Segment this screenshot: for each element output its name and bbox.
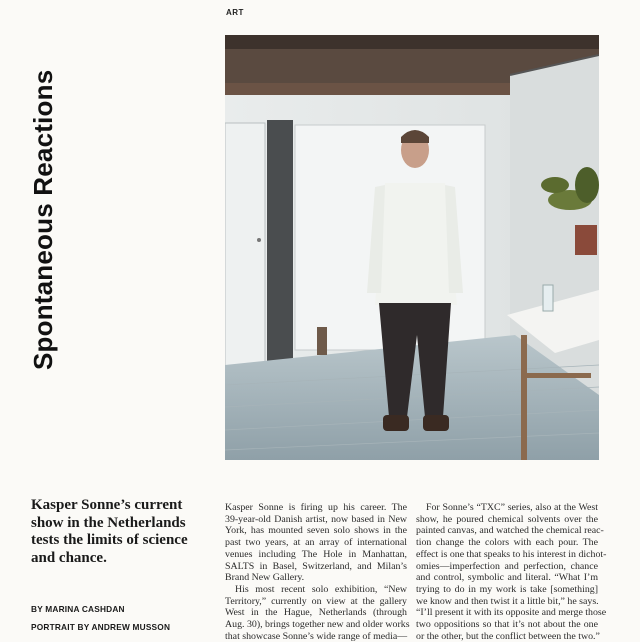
body-line: For Sonne’s “TXC” series, also at the West [426,502,598,513]
body-line: His most recent solo exhibition, “New [235,583,407,595]
body-line: 39-year-old Danish artist, now based in New [225,513,407,525]
deck: Kasper Sonne’s current show in the Netherlands tests the limits of science and chance. [31,497,188,566]
body-line: show, he poured chemical solvents over the [416,513,598,525]
body-line: that showcase Sonne’s wide range of media— [225,630,408,642]
portrait-credit: PORTRAIT BY ANDREW MUSSON [31,622,171,632]
body-line: effect is one that speaks to his interest in dichot- [416,548,607,560]
body-line: SALTS in Basel, Switzerland, and Milan’s [225,560,407,572]
body-line: or the other, but the conflict between the two.” [416,630,600,642]
body-line: Brand New Gallery. [225,572,305,584]
portrait-photo [225,35,599,460]
body-line: venues including The Hole in Manhattan, [225,548,407,560]
body-line: omies—imperfection and perfection, chance [416,560,598,572]
body-line: painted canvas, and watched the chemical reac- [416,525,604,537]
body-line: “I’ll present it with its opposite and merge those [416,607,607,619]
body-line: Kasper Sonne is firing up his career. The [225,502,407,513]
body-line: Territory,” currently on view at the gallery [225,595,407,607]
section-label: ART [226,8,244,17]
body-line: two oppositions so that it’s not about the one [416,619,598,631]
body-line: we know and then twist it a little bit,” he says. [416,595,599,607]
body-line: Aug. 30), brings together new and older works [225,619,410,631]
byline: BY MARINA CASHDAN [31,604,125,614]
body-line: trying to do in my work is take [something] [416,583,598,595]
body-column-2 [416,502,607,642]
body-line: tion change the colors with each pour. The [416,537,598,549]
body-line: York, has mounted seven solo shows in the [225,525,407,537]
body-column-1 [225,502,410,642]
headline: Spontaneous Reactions [28,69,58,370]
body-line: and control, symbolic and literal. “What I’m [416,572,598,584]
body-line: past two years, at an array of international [225,537,407,549]
body-line: West in the Hague, Netherlands (through [225,607,407,619]
